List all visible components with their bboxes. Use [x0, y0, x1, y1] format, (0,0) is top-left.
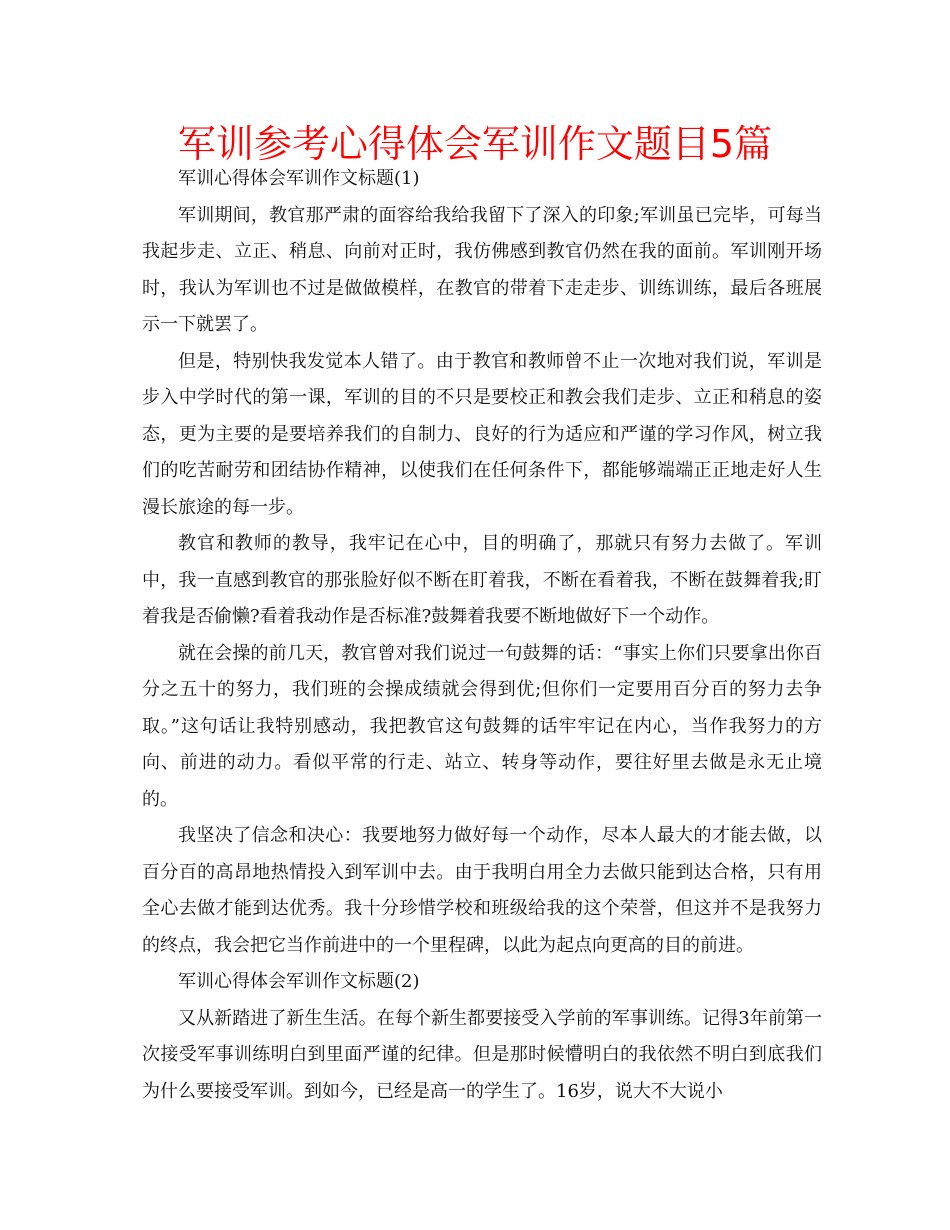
section-heading-2: 军训心得体会军训作文标题(2) [178, 971, 420, 992]
paragraph-1: 军训期间，教官那严肃的面容给我给我留下了深入的印象;军训虽已完毕，可每当我起步走、立正、稍息、向前对正时，我仿佛感到教官仍然在我的面前。军训刚开场时，我认为军训也不过是做做模样，在教官的带着下走走步、训练训练，最后各班展示一下就罢了。 [142, 204, 822, 335]
document-title: 军训参考心得体会军训作文题目5篇 [177, 122, 773, 166]
paragraph-3: 教官和教师的教导，我牢记在心中，目的明确了，那就只有努力去做了。军训中，我一直感到教官的那张脸好似不断在盯着我，不断在看着我，不断在鼓舞着我;盯着我是否偷懒?看着我动作是否标准?鼓舞着我要不断地做好下一个动作。 [142, 533, 822, 627]
paragraph-6: 又从新踏进了新生生活。在每个新生都要接受入学前的军事训练。记得3年前第一次接受军事训练明白到里面严谨的纪律。但是那时候懵明白的我依然不明白到底我们为什么要接受军训。到如今，已经是高一的学生了。16岁，说大不大说小 [142, 1007, 822, 1102]
paragraph-4: 就在会操的前几天，教官曾对我们说过一句鼓舞的话：“事实上你们只要拿出你百分之五十的努力，我们班的会操成绩就会得到优;但你们一定要用百分百的努力去争取。”这句话让我特别感动，我把教官这句鼓舞的话牢牢记在内心，当作我努力的方向、前进的动力。看似平常的行走、站立、转身等动作，要往好里去做是永无止境的。 [142, 642, 822, 810]
document-body [142, 161, 822, 1110]
paragraph-5: 我坚决了信念和决心：我要地努力做好每一个动作，尽本人最大的才能去做，以百分百的高昂地热情投入到军训中去。由于我明白用全力去做只能到达合格，只有用全心去做才能到达优秀。我十分珍惜学校和班级给我的这个荣誉，但这并不是我努力的终点，我会把它当作前进中的一个里程碑，以此为起点向更高的目的前进。 [142, 825, 822, 956]
section-heading-1: 军训心得体会军训作文标题(1) [178, 168, 420, 189]
paragraph-2: 但是，特别快我发觉本人错了。由于教官和教师曾不止一次地对我们说，军训是步入中学时代的第一课，军训的目的不只是要校正和教会我们走步、立正和稍息的姿态，更为主要的是要培养我们的自制力、良好的行为适应和严谨的学习作风，树立我们的吃苦耐劳和团结协作精神，以使我们在任何条件下，都能够端端正正地走好人生漫长旅途的每一步。 [142, 350, 822, 518]
